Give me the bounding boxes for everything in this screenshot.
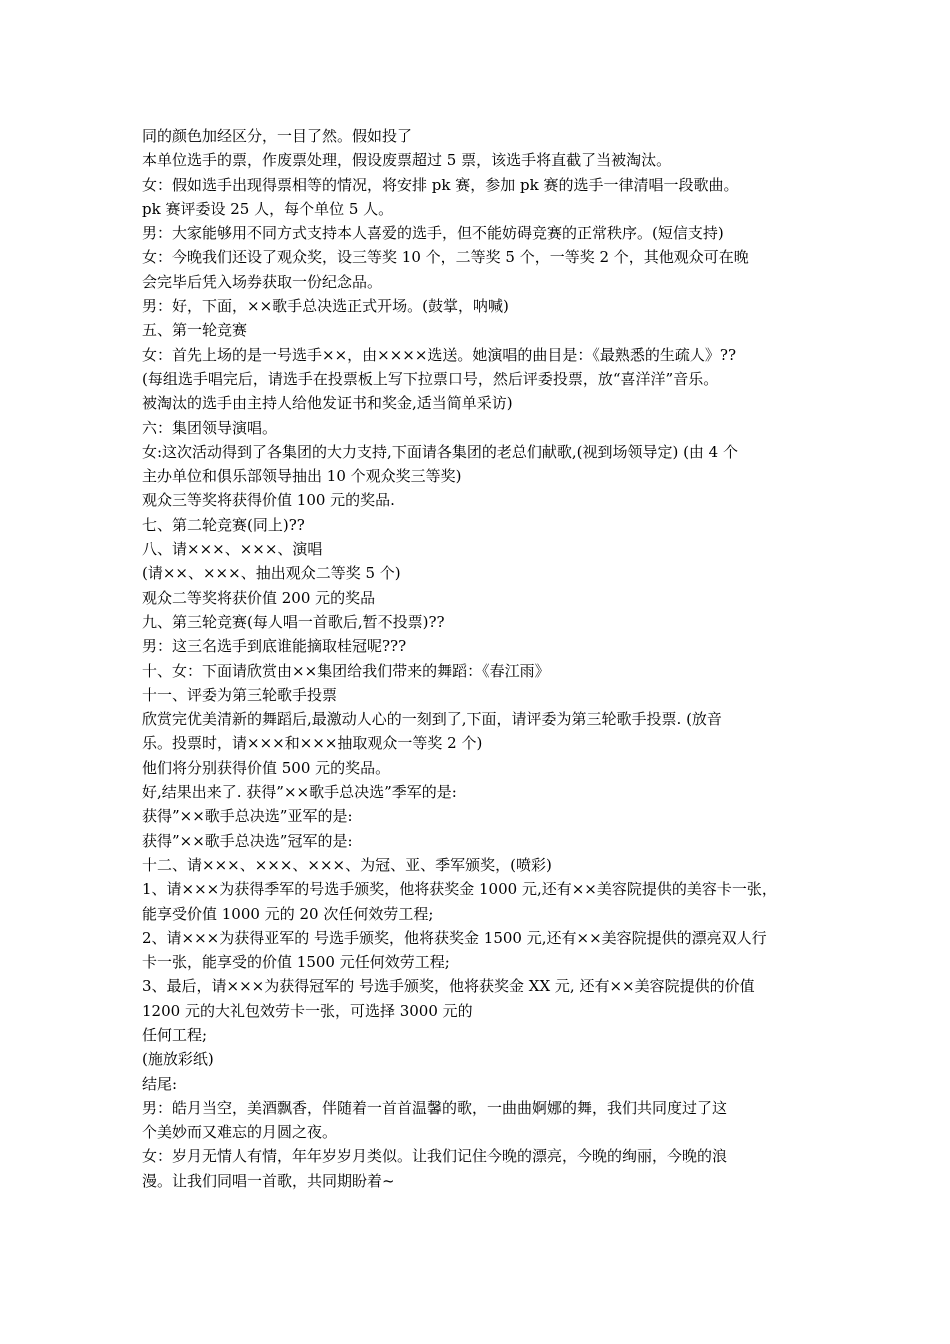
text-line: 六：集团领导演唱。: [142, 418, 278, 437]
text-line: (每组选手唱完后，请选手在投票板上写下拉票口号，然后评委投票，放“喜洋洋”音乐。: [142, 369, 719, 388]
text-line: 五、第一轮竞赛: [142, 321, 248, 340]
text-line: 2、请×××为获得亚军的 号选手颁奖，他将获奖金 1500 元,还有××美容院提供的漂亮双人行: [142, 928, 767, 947]
text-line: 男：大家能够用不同方式支持本人喜爱的选手，但不能妨碍竞赛的正常秩序。(短信支持): [142, 224, 724, 243]
text-line: 获得”××歌手总决选”亚军的是:: [142, 807, 353, 826]
text-line: 男：好，下面，××歌手总决选正式开场。(鼓掌，呐喊): [142, 297, 509, 316]
text-line: 男：皓月当空，美酒飘香，伴随着一首首温馨的歌，一曲曲婀娜的舞，我们共同度过了这: [142, 1098, 728, 1117]
text-line: (施放彩纸): [142, 1050, 214, 1069]
text-line: 乐。投票时，请×××和×××抽取观众一等奖 2 个): [142, 734, 483, 753]
text-line: (请××、×××、抽出观众二等奖 5 个): [142, 564, 401, 583]
text-line: pk 赛评委设 25 人，每个单位 5 人。: [142, 199, 394, 218]
text-line: 女：首先上场的是一号选手××，由××××选送。她演唱的曲目是：《最熟悉的生疏人》??: [142, 345, 736, 364]
text-line: 女：假如选手出现得票相等的情况，将安排 pk 赛，参加 pk 赛的选手一律清唱一段歌曲。: [142, 175, 739, 194]
text-line: 女：今晚我们还设了观众奖，设三等奖 10 个，二等奖 5 个，一等奖 2 个，其他观众可在晚: [142, 248, 749, 267]
text-line: 主办单位和俱乐部领导抽出 10 个观众奖三等奖): [142, 467, 462, 486]
text-line: 漫。让我们同唱一首歌，共同期盼着~: [142, 1171, 395, 1190]
text-line: 好,结果出来了. 获得”××歌手总决选”季军的是:: [142, 783, 457, 802]
text-line: 八、请×××、×××、演唱: [142, 540, 323, 559]
text-line: 欣赏完优美清新的舞蹈后,最激动人心的一刻到了,下面，请评委为第三轮歌手投票. (放音: [142, 710, 722, 729]
text-line: 个美妙而又难忘的月圆之夜。: [142, 1123, 338, 1142]
text-line: 本单位选手的票，作废票处理，假设废票超过 5 票，该选手将直截了当被淘汰。: [142, 151, 672, 170]
text-line: 男：这三名选手到底谁能摘取桂冠呢???: [142, 637, 407, 656]
text-line: 1、请×××为获得季军的号选手颁奖，他将获奖金 1000 元,还有××美容院提供的美容卡一张，: [142, 880, 777, 899]
text-line: 十一、评委为第三轮歌手投票: [142, 685, 338, 704]
text-line: 任何工程;: [142, 1025, 208, 1044]
text-line: 被淘汰的选手由主持人给他发证书和奖金,适当简单采访): [142, 394, 513, 413]
text-line: 同的颜色加经区分，一目了然。假如投了: [142, 127, 413, 145]
text-line: 能享受价值 1000 元的 20 次任何效劳工程;: [142, 904, 434, 923]
text-line: 十、女：下面请欣赏由××集团给我们带来的舞蹈：《春江雨》: [142, 661, 550, 680]
text-line: 十二、请×××、×××、×××、为冠、亚、季军颁奖，(喷彩): [142, 855, 552, 874]
text-line: 女:这次活动得到了各集团的大力支持,下面请各集团的老总们献歌,(视到场领导定) (由 4 个: [142, 442, 738, 461]
text-line: 七、第二轮竞赛(同上)??: [142, 515, 305, 534]
text-line: 卡一张，能享受的价值 1500 元任何效劳工程;: [142, 953, 450, 972]
text-line: 1200 元的大礼包效劳卡一张，可选择 3000 元的: [142, 1001, 473, 1020]
text-line: 观众三等奖将获得价值 100 元的奖品.: [142, 491, 395, 510]
text-line: 获得”××歌手总决选”冠军的是:: [142, 831, 353, 850]
text-line: 观众二等奖将获价值 200 元的奖品: [142, 588, 376, 607]
text-line: 结尾:: [142, 1074, 178, 1093]
text-line: 九、第三轮竞赛(每人唱一首歌后,暂不投票)??: [142, 612, 445, 631]
text-line: 3、最后，请×××为获得冠军的 号选手颁奖，他将获奖金 XX 元, 还有××美容院提供的价值: [142, 977, 755, 996]
text-line: 他们将分别获得价值 500 元的奖品。: [142, 758, 391, 777]
document-body: [142, 124, 814, 1193]
text-line: 会完毕后凭入场券获取一份纪念品。: [142, 272, 383, 291]
text-line: 女：岁月无情人有情，年年岁岁月类似。让我们记住今晚的漂亮，今晚的绚丽，今晚的浪: [142, 1147, 728, 1166]
